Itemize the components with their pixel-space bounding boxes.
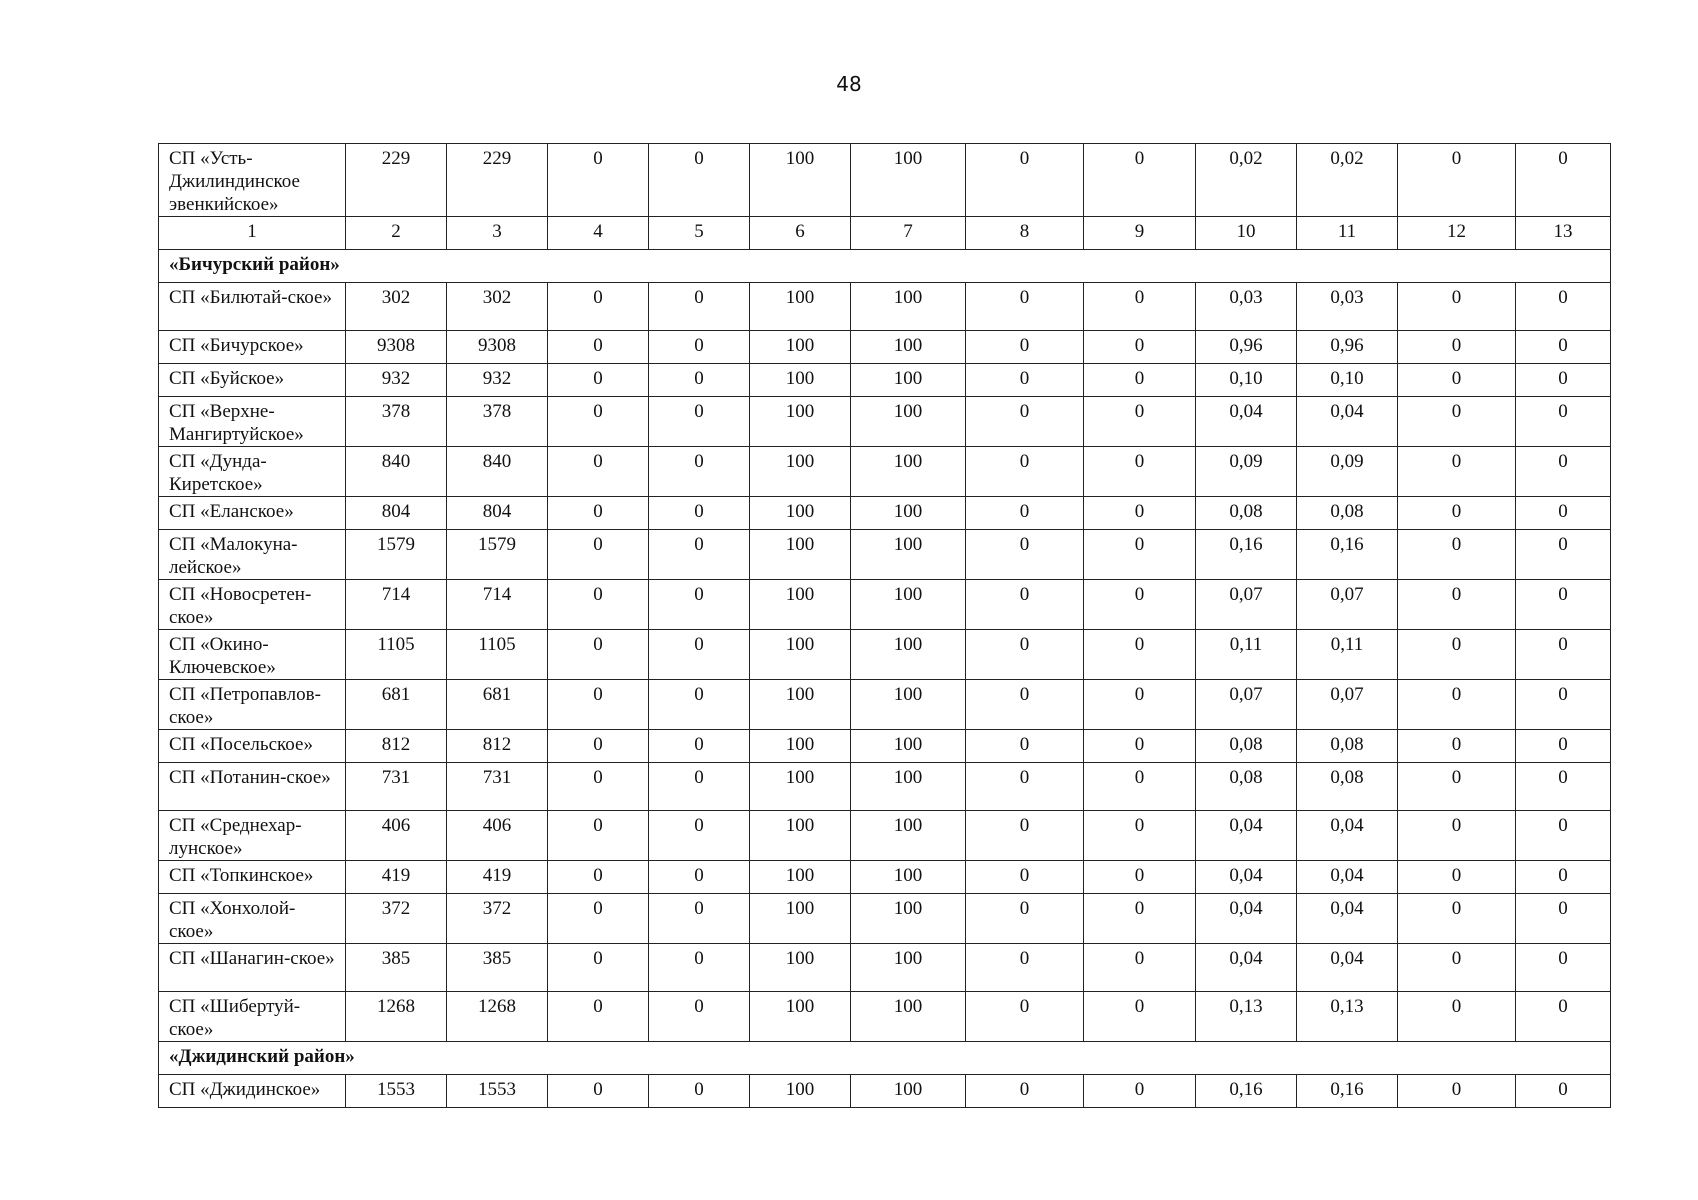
table-cell: 100: [750, 944, 851, 992]
settlement-name-cell: СП «Топкинское»: [159, 861, 346, 894]
table-cell: 0,04: [1297, 861, 1398, 894]
table-cell: 100: [851, 283, 966, 331]
table-cell: 0: [1398, 144, 1516, 217]
table-row: [159, 530, 1611, 580]
table-cell: 0: [1398, 630, 1516, 680]
section-header-row: [159, 1042, 1611, 1075]
table-cell: 0,08: [1297, 730, 1398, 763]
table-cell: 406: [447, 811, 548, 861]
settlement-name-cell: СП «Новосретен-ское»: [159, 580, 346, 630]
table-cell: 0,11: [1196, 630, 1297, 680]
table-cell: 0: [548, 630, 649, 680]
table-cell: 0: [966, 861, 1084, 894]
table-cell: 0: [1516, 580, 1611, 630]
table-cell: 0: [1516, 497, 1611, 530]
table-cell: 100: [851, 944, 966, 992]
table-cell: 0: [649, 944, 750, 992]
section-header: «Джидинский район»: [159, 1042, 1611, 1075]
table-cell: 0,10: [1196, 364, 1297, 397]
table-cell: 0: [1516, 331, 1611, 364]
table-cell: 0: [1398, 364, 1516, 397]
table-cell: 302: [346, 283, 447, 331]
table-cell: 0: [548, 497, 649, 530]
table-cell: 0,16: [1297, 530, 1398, 580]
table-cell: 0,02: [1297, 144, 1398, 217]
table-cell: 100: [750, 861, 851, 894]
section-header-row: [159, 250, 1611, 283]
table-cell: 0: [548, 944, 649, 992]
table-cell: 0: [1516, 364, 1611, 397]
table-cell: 0: [1516, 1075, 1611, 1108]
table-cell: 0: [966, 944, 1084, 992]
table-cell: 0: [1516, 811, 1611, 861]
table-cell: 100: [750, 894, 851, 944]
table-cell: 100: [851, 580, 966, 630]
table-cell: 0,08: [1297, 763, 1398, 811]
table-cell: 0: [1398, 861, 1516, 894]
table-cell: 100: [851, 397, 966, 447]
table-row: [159, 680, 1611, 730]
table-cell: 0: [966, 580, 1084, 630]
table-cell: 100: [851, 1075, 966, 1108]
settlement-name-cell: СП «Усть-Джилиндинское эвенкийское»: [159, 144, 346, 217]
table-cell: 1268: [447, 992, 548, 1042]
page-number: 48: [836, 72, 862, 96]
table-cell: 6: [750, 217, 851, 250]
table-cell: 0,09: [1196, 447, 1297, 497]
table-cell: 100: [750, 283, 851, 331]
settlement-name-cell: СП «Среднехар-лунское»: [159, 811, 346, 861]
table-cell: 0: [1398, 1075, 1516, 1108]
table-cell: 100: [851, 811, 966, 861]
table-cell: 0: [966, 447, 1084, 497]
table-cell: 2: [346, 217, 447, 250]
table-cell: 0,16: [1297, 1075, 1398, 1108]
table-cell: 0: [1084, 497, 1196, 530]
table-cell: 100: [750, 730, 851, 763]
table-cell: 100: [750, 1075, 851, 1108]
table-cell: 10: [1196, 217, 1297, 250]
table-cell: 7: [851, 217, 966, 250]
settlement-name-cell: СП «Бичурское»: [159, 331, 346, 364]
table-cell: 0: [649, 630, 750, 680]
table-cell: 0,04: [1297, 944, 1398, 992]
table-cell: 0: [548, 763, 649, 811]
table-cell: 0: [1516, 630, 1611, 680]
table-cell: 932: [447, 364, 548, 397]
table-cell: 0: [966, 364, 1084, 397]
settlement-name-cell: СП «Буйское»: [159, 364, 346, 397]
table-cell: 0: [649, 497, 750, 530]
table-cell: 0,04: [1196, 894, 1297, 944]
table-cell: 0,09: [1297, 447, 1398, 497]
table-cell: 12: [1398, 217, 1516, 250]
table-cell: 0: [1516, 447, 1611, 497]
table-cell: 13: [1516, 217, 1611, 250]
table-cell: 372: [346, 894, 447, 944]
table-cell: 0: [1398, 992, 1516, 1042]
table-cell: 4: [548, 217, 649, 250]
table-cell: 0: [966, 530, 1084, 580]
settlement-name-cell: СП «Хонхолой-ское»: [159, 894, 346, 944]
table-cell: 0: [1084, 144, 1196, 217]
table-cell: 0: [1084, 447, 1196, 497]
table-cell: 100: [851, 447, 966, 497]
table-cell: 229: [447, 144, 548, 217]
table-cell: 0: [1516, 397, 1611, 447]
table-cell: 0: [1398, 331, 1516, 364]
data-table: [158, 143, 1611, 1108]
table-cell: 0: [649, 1075, 750, 1108]
table-cell: 0: [649, 680, 750, 730]
table-cell: 0,02: [1196, 144, 1297, 217]
table-row: [159, 630, 1611, 680]
table-cell: 1105: [346, 630, 447, 680]
table-cell: 0,13: [1297, 992, 1398, 1042]
settlement-name-cell: СП «Джидинское»: [159, 1075, 346, 1108]
settlement-name-cell: СП «Еланское»: [159, 497, 346, 530]
table-cell: 0: [966, 680, 1084, 730]
settlement-name-cell: СП «Малокуна-лейское»: [159, 530, 346, 580]
table-row: [159, 811, 1611, 861]
table-cell: 0: [1084, 331, 1196, 364]
table-cell: 385: [447, 944, 548, 992]
table-cell: 100: [750, 680, 851, 730]
table-cell: 100: [851, 331, 966, 364]
table-cell: 100: [750, 530, 851, 580]
table-cell: 100: [750, 811, 851, 861]
table-cell: 0: [548, 730, 649, 763]
table-cell: 0: [649, 447, 750, 497]
table-cell: 0: [649, 364, 750, 397]
table-cell: 714: [346, 580, 447, 630]
table-cell: 0: [548, 580, 649, 630]
table-cell: 0,07: [1297, 680, 1398, 730]
table-cell: 0: [548, 447, 649, 497]
table-cell: 0: [1516, 530, 1611, 580]
table-cell: 0,16: [1196, 530, 1297, 580]
table-cell: 0,04: [1196, 397, 1297, 447]
table-cell: 0: [548, 1075, 649, 1108]
table-cell: 0,04: [1196, 944, 1297, 992]
table-cell: 0: [649, 283, 750, 331]
table-cell: 0: [966, 1075, 1084, 1108]
table-cell: 0: [548, 364, 649, 397]
table-cell: 0: [548, 144, 649, 217]
table-cell: 0: [1398, 680, 1516, 730]
table-cell: 378: [447, 397, 548, 447]
table-cell: 1105: [447, 630, 548, 680]
table-cell: 3: [447, 217, 548, 250]
table-cell: 100: [750, 630, 851, 680]
table-cell: 0,08: [1297, 497, 1398, 530]
table-cell: 100: [750, 763, 851, 811]
table-cell: 100: [851, 730, 966, 763]
table-cell: 100: [851, 497, 966, 530]
table-cell: 100: [750, 397, 851, 447]
table-cell: 100: [851, 861, 966, 894]
table-cell: 0: [1084, 364, 1196, 397]
settlement-name-cell: СП «Окино-Ключевское»: [159, 630, 346, 680]
table-cell: 100: [750, 497, 851, 530]
table-cell: 0: [1398, 894, 1516, 944]
table-cell: 840: [346, 447, 447, 497]
table-cell: 0: [1516, 283, 1611, 331]
table-cell: 100: [851, 992, 966, 1042]
table-cell: 11: [1297, 217, 1398, 250]
table-cell: 0: [649, 992, 750, 1042]
table-cell: 0: [548, 283, 649, 331]
settlement-name-cell: СП «Посельское»: [159, 730, 346, 763]
table-cell: 385: [346, 944, 447, 992]
table-cell: 406: [346, 811, 447, 861]
table-cell: 0: [548, 331, 649, 364]
table-cell: 0: [548, 530, 649, 580]
table-cell: 0: [1084, 861, 1196, 894]
table-cell: 419: [447, 861, 548, 894]
table-cell: 0,96: [1297, 331, 1398, 364]
table-cell: 5: [649, 217, 750, 250]
table-row: [159, 580, 1611, 630]
table-cell: 0: [1398, 730, 1516, 763]
table-cell: 100: [750, 364, 851, 397]
table-cell: 0: [1398, 283, 1516, 331]
table-cell: 302: [447, 283, 548, 331]
table-row: [159, 992, 1611, 1042]
table-row: [159, 944, 1611, 992]
table-cell: 0: [548, 992, 649, 1042]
table-cell: 0: [1084, 530, 1196, 580]
table-cell: 1553: [447, 1075, 548, 1108]
table-cell: 229: [346, 144, 447, 217]
table-cell: 0: [649, 730, 750, 763]
table-row: [159, 331, 1611, 364]
table-cell: 0: [548, 680, 649, 730]
table-cell: 0,16: [1196, 1075, 1297, 1108]
table-cell: 681: [447, 680, 548, 730]
table-cell: 100: [750, 144, 851, 217]
table-row: [159, 894, 1611, 944]
table-cell: 0,10: [1297, 364, 1398, 397]
column-number-row: [159, 217, 1611, 250]
table-cell: 100: [750, 447, 851, 497]
table-cell: 840: [447, 447, 548, 497]
table-cell: 0: [966, 283, 1084, 331]
table-cell: 0: [1398, 397, 1516, 447]
table-row: [159, 364, 1611, 397]
table-cell: 0: [966, 763, 1084, 811]
table-cell: 0: [966, 630, 1084, 680]
table-cell: 0: [966, 894, 1084, 944]
table-cell: 0: [1516, 861, 1611, 894]
table-cell: 0,07: [1297, 580, 1398, 630]
table-cell: 0: [1516, 992, 1611, 1042]
table-body: [159, 144, 1611, 1108]
table-cell: 0: [649, 144, 750, 217]
table-cell: 714: [447, 580, 548, 630]
table-cell: 0: [966, 811, 1084, 861]
table-cell: 0: [1516, 680, 1611, 730]
table-cell: 1553: [346, 1075, 447, 1108]
table-cell: 0: [649, 530, 750, 580]
table-cell: 9: [1084, 217, 1196, 250]
table-cell: 0: [1084, 730, 1196, 763]
table-cell: 100: [750, 992, 851, 1042]
table-cell: 100: [851, 530, 966, 580]
table-cell: 0,96: [1196, 331, 1297, 364]
table-cell: 0: [1516, 730, 1611, 763]
table-cell: 804: [447, 497, 548, 530]
table-cell: 0: [1084, 580, 1196, 630]
table-cell: 0: [1084, 894, 1196, 944]
table-cell: 0: [1084, 763, 1196, 811]
section-header: «Бичурский район»: [159, 250, 1611, 283]
table-cell: 0: [649, 397, 750, 447]
table-cell: 0: [649, 811, 750, 861]
table-cell: 0,03: [1196, 283, 1297, 331]
table-row: [159, 763, 1611, 811]
table-cell: 804: [346, 497, 447, 530]
table-cell: 1579: [346, 530, 447, 580]
table-cell: 0: [1084, 397, 1196, 447]
table-cell: 0: [966, 730, 1084, 763]
table-cell: 419: [346, 861, 447, 894]
table-cell: 0: [1398, 763, 1516, 811]
table-cell: 812: [447, 730, 548, 763]
table-cell: 0: [1084, 630, 1196, 680]
table-cell: 0: [1398, 447, 1516, 497]
table-cell: 0: [649, 331, 750, 364]
table-cell: 0: [1084, 680, 1196, 730]
table-cell: 0,11: [1297, 630, 1398, 680]
table-cell: 0: [1084, 992, 1196, 1042]
table-cell: 731: [447, 763, 548, 811]
table-cell: 0: [1398, 811, 1516, 861]
table-cell: 0: [1516, 144, 1611, 217]
table-row: [159, 447, 1611, 497]
table-cell: 100: [851, 364, 966, 397]
table-cell: 0: [1084, 944, 1196, 992]
table-cell: 8: [966, 217, 1084, 250]
table-cell: 100: [851, 894, 966, 944]
table-cell: 0: [1084, 283, 1196, 331]
table-cell: 0: [649, 580, 750, 630]
settlement-name-cell: СП «Петропавлов-ское»: [159, 680, 346, 730]
table-row: [159, 283, 1611, 331]
table-cell: 0,07: [1196, 580, 1297, 630]
table-cell: 0,04: [1297, 397, 1398, 447]
table-row: [159, 1075, 1611, 1108]
table-cell: 0: [1084, 811, 1196, 861]
table-cell: 0: [649, 894, 750, 944]
table-cell: 932: [346, 364, 447, 397]
table-cell: 0: [548, 861, 649, 894]
table-cell: 100: [750, 580, 851, 630]
table-cell: 0: [966, 397, 1084, 447]
settlement-name-cell: СП «Дунда-Киретское»: [159, 447, 346, 497]
table-cell: 0: [649, 861, 750, 894]
table-cell: 0,08: [1196, 763, 1297, 811]
table-cell: 100: [851, 763, 966, 811]
table-cell: 0,03: [1297, 283, 1398, 331]
table-cell: 0,08: [1196, 497, 1297, 530]
table-cell: 0: [1084, 1075, 1196, 1108]
table-cell: 0,04: [1297, 894, 1398, 944]
table-cell: 0: [548, 397, 649, 447]
settlement-name-cell: СП «Верхне-Мангиртуйское»: [159, 397, 346, 447]
table-row: [159, 397, 1611, 447]
table-cell: 100: [851, 630, 966, 680]
table-cell: 372: [447, 894, 548, 944]
table-cell: 0: [1516, 763, 1611, 811]
table-cell: 0: [548, 894, 649, 944]
table-row: [159, 861, 1611, 894]
table-cell: 9308: [447, 331, 548, 364]
table-cell: 9308: [346, 331, 447, 364]
table-cell: 1268: [346, 992, 447, 1042]
table-cell: 378: [346, 397, 447, 447]
table-cell: 100: [750, 331, 851, 364]
table-row: [159, 144, 1611, 217]
table-cell: 681: [346, 680, 447, 730]
table-cell: 0: [1398, 497, 1516, 530]
table-cell: 0,04: [1196, 811, 1297, 861]
table-cell: 1: [159, 217, 346, 250]
table-cell: 100: [851, 680, 966, 730]
table-cell: 0,07: [1196, 680, 1297, 730]
table-cell: 0: [966, 992, 1084, 1042]
table-cell: 0: [966, 331, 1084, 364]
table-cell: 0: [548, 811, 649, 861]
table-cell: 0,04: [1297, 811, 1398, 861]
table-cell: 0,04: [1196, 861, 1297, 894]
table-cell: 0: [1516, 894, 1611, 944]
settlement-name-cell: СП «Билютай-ское»: [159, 283, 346, 331]
table-cell: 0: [966, 497, 1084, 530]
settlement-name-cell: СП «Шанагин-ское»: [159, 944, 346, 992]
table-cell: 0: [1398, 530, 1516, 580]
settlement-name-cell: СП «Шибертуй-ское»: [159, 992, 346, 1042]
settlement-name-cell: СП «Потанин-ское»: [159, 763, 346, 811]
table-cell: 731: [346, 763, 447, 811]
table-cell: 0: [1516, 944, 1611, 992]
table-row: [159, 730, 1611, 763]
table-cell: 0,13: [1196, 992, 1297, 1042]
table-cell: 812: [346, 730, 447, 763]
table-cell: 1579: [447, 530, 548, 580]
table-cell: 100: [851, 144, 966, 217]
table-cell: 0: [649, 763, 750, 811]
table-cell: 0: [966, 144, 1084, 217]
table-cell: 0: [1398, 944, 1516, 992]
table-cell: 0: [1398, 580, 1516, 630]
table-cell: 0,08: [1196, 730, 1297, 763]
table-row: [159, 497, 1611, 530]
